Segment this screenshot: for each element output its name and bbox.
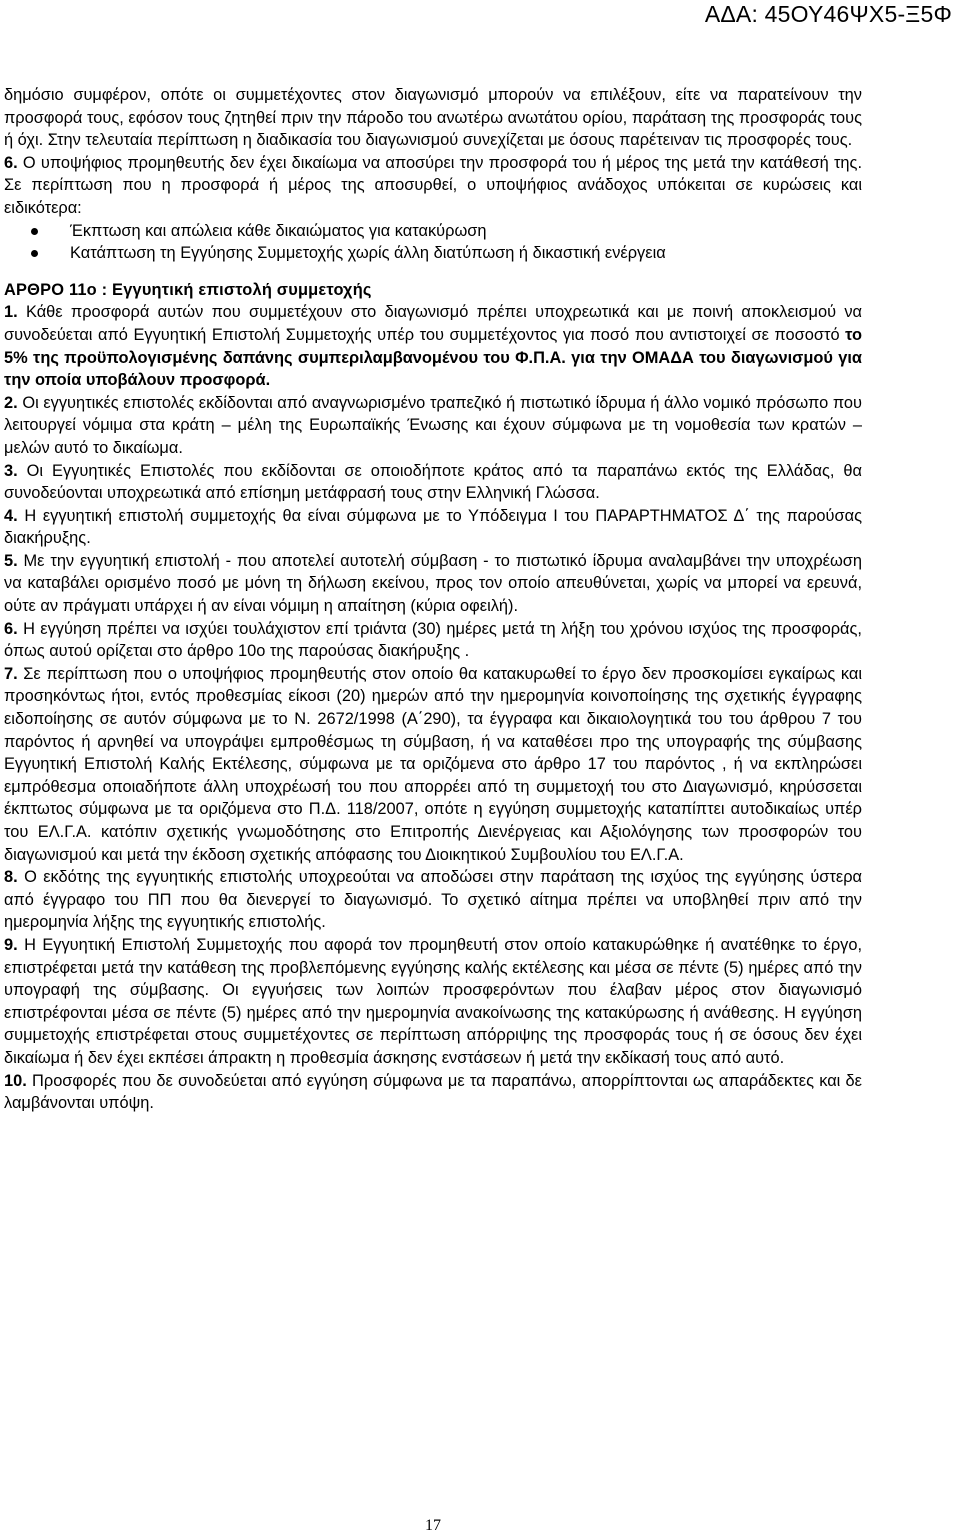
ada-code: ΑΔΑ: 45ΟΥ46ΨΧ5-Ξ5Φ [704, 1, 952, 27]
item-text: Οι εγγυητικές επιστολές εκδίδονται από αναγνωρισμένο τραπεζικό ή πιστωτικό ίδρυμα ή άλλο νομικό πρόσωπο που λειτουργεί νόμιμα στα κράτη – μέλη της Ευρωπαϊκής Ένωσης και έχουν σύμφωνα με τη νομοθεσία των κρατών – μελών αυτό το δικαίωμα. [4, 393, 862, 457]
item-text: Η εγγύηση πρέπει να ισχύει τουλάχιστον επί τριάντα (30) ημέρες μετά τη λήξη του χρόνου ισχύος της προσφοράς, όπως αυτού ορίζεται στο άρθρο 10ο της παρούσας διακήρυξης . [4, 619, 862, 661]
item-6 [4, 618, 862, 663]
list-item: Κατάπτωση τη Εγγύησης Συμμετοχής χωρίς άλλη διατύπωση ή δικαστική ενέργεια [4, 242, 862, 265]
item-text: Ο υποψήφιος προμηθευτής δεν έχει δικαίωμα να αποσύρει την προσφορά του ή μέρος της μετά την κατάθεσή της. Σε περίπτωση που η προσφορά ή μέρος της αποσυρθεί, ο υποψήφιος ανάδοχος υπόκειται σε κυρώσεις και ειδικότερα: [4, 153, 862, 217]
item-10 [4, 1070, 862, 1115]
item-text: Ο εκδότης της εγγυητικής επιστολής υποχρεούται να αποδώσει στην παράταση της ισχύος της εγγύησης ύστερα από έγγραφο του ΠΠ που θα διενεργεί το διαγωνισμό. Το σχετικό αίτημα πρέπει να υποβληθεί πριν από την ημερομηνία λήξης της εγγυητικής επιστολής. [4, 868, 862, 932]
item-4 [4, 505, 862, 550]
item-7 [4, 663, 862, 866]
item-number: 7. [4, 664, 18, 683]
item-text: Οι Εγγυητικές Επιστολές που εκδίδονται σε οποιοδήποτε κράτος από τα παραπάνω εκτός της Ελλάδας, θα συνοδεύονται υποχρεωτικά από επίσημη μετάφρασή τους στην Ελληνική Γλώσσα. [4, 461, 862, 503]
document-body [4, 84, 862, 1115]
item-2 [4, 392, 862, 460]
item-number: 6. [4, 619, 18, 638]
article-heading: ΑΡΘΡΟ 11ο : Εγγυητική επιστολή συμμετοχής [4, 280, 372, 299]
item-number: 10. [4, 1071, 27, 1090]
item-3 [4, 460, 862, 505]
item-5 [4, 550, 862, 618]
item-text: Σε περίπτωση που ο υποψήφιος προμηθευτής στον οποίο θα κατακυρωθεί το έργο δεν προσκομίσει εγκαίρως και προσηκόντως ήτοι, εντός προθεσμίας είκοσι (20) ημερών από την ημερομηνία κοινοποίησης της σχετικής έγγραφης ειδοποίησης σε αυτόν σύμφωνα με το Ν. 2672/1998 (Α΄290), τα έγγραφα και δικαιολογητικά του του άρθρου 7 του παρόντος ή αρνηθεί να υπογράψει εμπροθέσμως τη σύμβαση, ή να καταθέσει προ της υπογραφής της σύμβασης Εγγυητική Επιστολή Καλής Εκτέλεσης, σύμφωνα με τα οριζόμενα στο άρθρο 17 του παρόντος , ή να εκπληρώσει εμπρόθεσμα οποιαδήποτε άλλη υποχρέωσή του που απορρέει από τη συμμετοχή του στο Διαγωνισμό, κηρύσσεται έκπτωτος σύμφωνα με τα οριζόμενα στο Π.Δ. 118/2007, οπότε η εγγύηση συμμετοχής καταπίπτει αυτοδικαίως υπέρ του ΕΛ.Γ.Α. κατόπιν σχετικής γνωμοδότησης στο Επιτροπής Διενέργειας και Αξιολόγησης των προσφορών του διαγωνισμού και μετά την έκδοση σχετικής απόφασης του Διοικητικού Συμβουλίου του ΕΛ.Γ.Α. [4, 664, 862, 864]
item-1 [4, 301, 862, 391]
item-text: Κάθε προσφορά αυτών που συμμετέχουν στο διαγωνισμό πρέπει υποχρεωτικά και με ποινή αποκλεισμού να συνοδεύεται από Εγγυητική Επιστολή Συμμετοχής υπέρ του συμμετέχοντος για ποσό που αντιστοιχεί σε ποσοστό [4, 303, 862, 344]
item-number: 4. [4, 506, 18, 525]
item-number: 5. [4, 551, 18, 570]
page-number: 17 [425, 1517, 441, 1534]
item-text: Η Εγγυητική Επιστολή Συμμετοχής που αφορά τον προμηθευτή στον οποίο κατακυρώθηκε ή ανατέθηκε το έργο, επιστρέφεται μετά την κατάθεση της προβλεπόμενης εγγύησης καλής εκτέλεσης και μέσα σε πέντε (5) ημέρες από την υπογραφή της σύμβασης. Οι εγγυήσεις των λοιπών προσφερόντων που έλαβαν μέρος στον διαγωνισμό επιστρέφονται μέσα σε πέντε (5) ημέρες από την ημερομηνία ανακοίνωσης της κατακύρωσης ή ανάθεσης. Η εγγύηση συμμετοχής επιστρέφεται στους συμμετέχοντες σε περίπτωση απόρριψης της προσφοράς τους ή σε όσους δεν έχει δικαίωμα ή δεν έχει εκπέσει άπρακτη η προθεσμία άσκησης ενστάσεων ή μετά την εκδίκασή τους από αυτό. [4, 935, 863, 1067]
item-number: 1. [4, 303, 18, 322]
item-6-withdrawal [4, 152, 862, 220]
list-item: Έκπτωση και απώλεια κάθε δικαιώματος για κατακύρωση [4, 220, 862, 243]
item-number: 9. [4, 935, 18, 954]
item-number: 6. [4, 153, 18, 172]
item-text-bold: το 5% της προϋπολογισμένης δαπάνης συμπεριλαμβανομένου του Φ.Π.Α. για την ΟΜΑΔΑ του διαγωνισμού για την οποία υποβάλουν προσφορά. [4, 325, 862, 390]
sanctions-list [4, 220, 862, 265]
item-number: 2. [4, 393, 18, 412]
intro-paragraph: δημόσιο συμφέρον, οπότε οι συμμετέχοντες στον διαγωνισμό μπορούν να επιλέξουν, είτε να παρατείνουν την προσφορά τους, εφόσον τους ζητηθεί πριν την πάροδο του ανωτέρω ανωτάτου ορίου, παράταση της προσφοράς τους ή όχι. Στην τελευταία περίπτωση η διαδικασία του διαγωνισμού συνεχίζεται με όσους παρέτειναν τις προσφορές τους. [4, 86, 862, 150]
item-9 [4, 934, 862, 1070]
item-text: Προσφορές που δε συνοδεύεται από εγγύηση σύμφωνα με τα παραπάνω, απορρίπτονται ως απαράδεκτες και δε λαμβάνονται υπόψη. [4, 1071, 862, 1113]
item-text: Με την εγγυητική επιστολή - που αποτελεί αυτοτελή σύμβαση - το πιστωτικό ίδρυμα αναλαμβάνει την υποχρέωση να καταβάλει ορισμένο ποσό με μόνη τη δήλωση εκείνου, προς τον οποίο απευθύνεται, χωρίς να μπορεί να ερευνά, ούτε αν πράγματι υπάρχει ή αν είναι νόμιμη η απαίτηση (κύρια οφειλή). [4, 551, 862, 616]
item-8 [4, 866, 862, 934]
item-number: 8. [4, 868, 18, 887]
item-number: 3. [4, 461, 18, 480]
item-text: Η εγγυητική επιστολή συμμετοχής θα είναι σύμφωνα με το Υπόδειγμα Ι του ΠΑΡΑΡΤΗΜΑΤΟΣ Δ΄ της παρούσας διακήρυξης. [4, 506, 862, 548]
